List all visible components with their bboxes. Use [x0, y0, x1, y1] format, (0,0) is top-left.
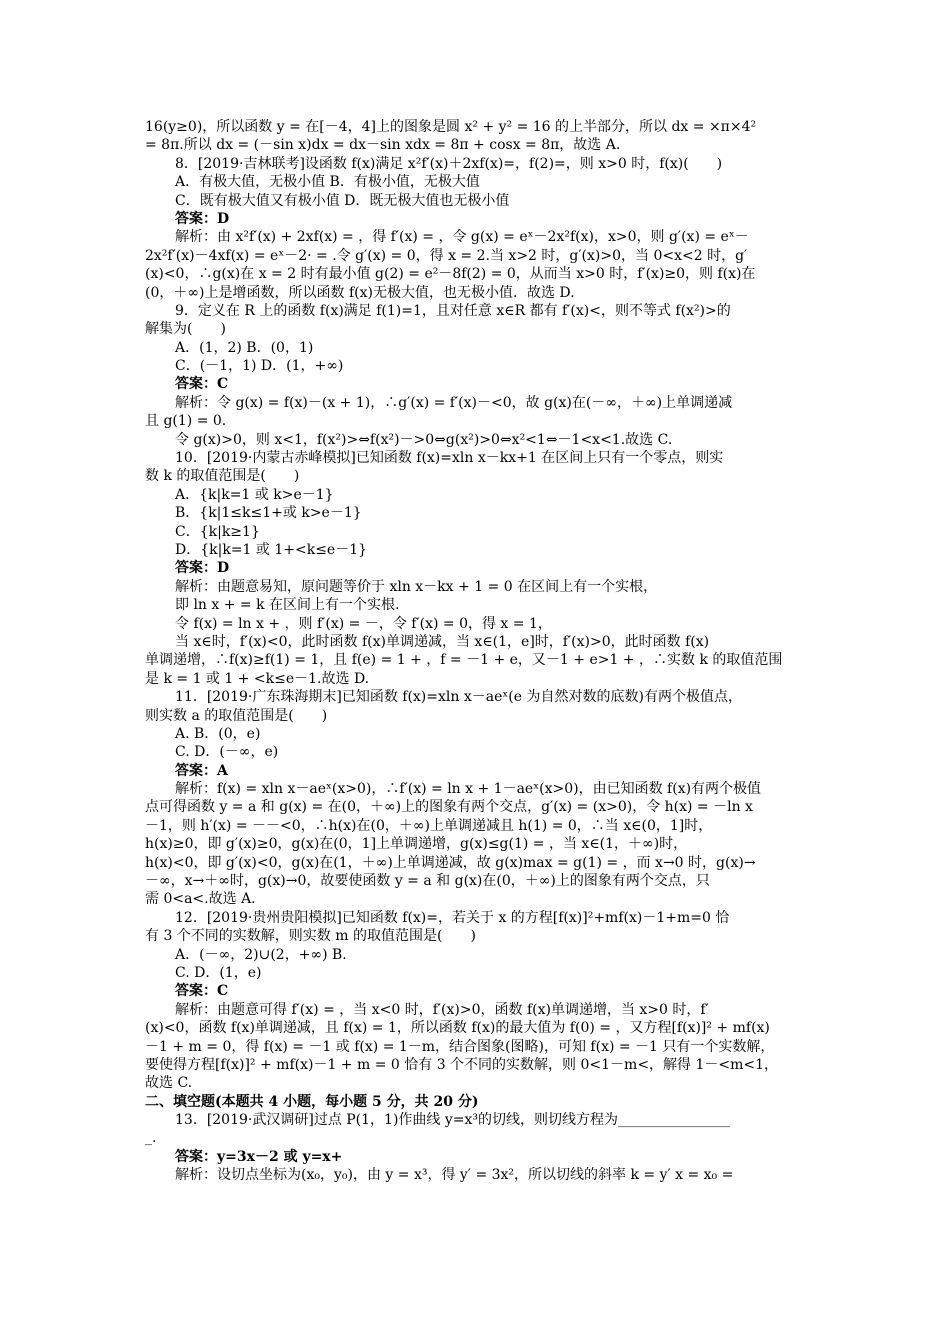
text-line: 答案：C [175, 983, 229, 1000]
text-line: －1，则 h′(x) = －－<0，∴h(x)在(0，＋∞)上单调递减且 h(1) = 0，∴当 x∈(0，1]时， [145, 817, 713, 834]
text-line: 是 k = 1 或 1 + <k≤e－1.故选 D. [145, 670, 370, 687]
text-line: 当 x∈时，f′(x)<0，此时函数 f(x)单调递减，当 x∈(1，e]时，f′(x)>0，此时函数 f(x) [175, 633, 710, 650]
text-line: 10．[2019·内蒙古赤峰模拟]已知函数 f(x)=xln x－kx+1 在区间上只有一个零点，则实 [175, 450, 724, 467]
text-line: 答案：D [175, 210, 230, 227]
text-line: 数 k 的取值范围是( ) [145, 468, 300, 485]
text-line: 解集为( ) [145, 321, 226, 338]
text-line: 11．[2019·广东珠海期末]已知函数 f(x)=xln x－aeˣ(e 为自然对数的底数)有两个极值点， [175, 689, 742, 706]
text-line: 点可得函数 y = a 和 g(x) = 在(0，＋∞)上的图象有两个交点，g′(x) = (x>0)，令 h(x) = －ln x [145, 799, 753, 816]
text-line: A．有极大值，无极小值 B．有极小值，无极大值 [175, 174, 480, 191]
text-line: _. [145, 1130, 157, 1147]
text-line: 答案：D [175, 560, 230, 577]
text-line: 即 ln x + = k 在区间上有一个实根. [175, 597, 400, 614]
text-line: 9．定义在 R 上的函数 f(x)满足 f(1)=1，且对任意 x∈R 都有 f′(x)<，则不等式 f(x²)>的 [175, 302, 731, 319]
text-line: 答案：A [175, 762, 228, 779]
text-line: A. B．(0，e) [175, 725, 261, 742]
text-line: 二、填空题(本题共 4 小题，每小题 5 分，共 20 分) [145, 1093, 479, 1110]
text-line: C．既有极大值又有极小值 D．既无极大值也无极小值 [175, 192, 510, 209]
text-line: C．(－1，1) D．(1，+∞) [175, 358, 344, 375]
text-line: D．{k|k=1 或 1+<k≤e－1} [175, 541, 368, 558]
text-line: C. D．(－∞，e) [175, 744, 279, 761]
text-line: 令 g(x)>0，则 x<1，f(x²)>⇔f(x²)－>0⇔g(x²)>0⇔x²<1⇔－1<x<1.故选 C. [175, 431, 673, 448]
text-line: (x)<0，函数 f(x)单调递减，且 f(x) = 1，所以函数 f(x)的最大值为 f(0) = ，又方程[f(x)]² + mf(x) [145, 1020, 770, 1037]
text-line: 13．[2019·武汉调研]过点 P(1，1)作曲线 y=x³的切线，则切线方程为________________ [175, 1112, 731, 1129]
text-line: C. D．(1，e) [175, 964, 262, 981]
text-line: A．(－∞，2)∪(2，+∞) B. [175, 946, 347, 963]
text-line: 答案：C [175, 376, 229, 393]
text-line: 需 0<a<.故选 A. [145, 891, 256, 908]
text-line: 解析：f(x) = xln x－aeˣ(x>0)，∴f′(x) = ln x + 1－aeˣ(x>0)，由已知函数 f(x)有两个极值 [175, 781, 762, 798]
text-line: 要使得方程[f(x)]² + mf(x)－1 + m = 0 恰有 3 个不同的实数解，则 0<1－m<，解得 1－<m<1， [145, 1056, 779, 1073]
text-line: －∞，x→＋∞时，g(x)→0，故要使函数 y = a 和 g(x)在(0，＋∞)上的图象有两个交点，只 [145, 873, 710, 890]
text-line: 解析：设切点坐标为(x₀，y₀)，由 y = x³，得 y′ = 3x²，所以切线的斜率 k = y′ x = x₀ = [175, 1167, 734, 1184]
text-line: 16(y≥0)，所以函数 y = 在[－4，4]上的图象是圆 x² + y² = 16 的上半部分，所以 dx = ×π×4² [145, 119, 757, 135]
text-line: 8．[2019·吉林联考]设函数 f(x)满足 x²f′(x)＋2xf(x)=，f(2)=，则 x>0 时，f(x)( ) [175, 155, 723, 172]
text-line: h(x)≥0，即 g′(x)≥0，g(x)在(0，1]上单调递增，g(x)≤g(1) = ，当 x∈(1，＋∞)时， [145, 836, 688, 853]
text-line: 2x²f′(x)－4xf(x) = eˣ－2· = .令 g′(x) = 0，得 x = 2.当 x>2 时，g′(x)>0，当 0<x<2 时，g′ [145, 247, 748, 264]
text-line: C．{k|k≥1} [175, 523, 260, 540]
text-line: (0，＋∞)上是增函数，所以函数 f(x)无极大值，也无极小值．故选 D. [145, 284, 575, 301]
text-line: 解析：令 g(x) = f(x)－(x + 1)，∴g′(x) = f′(x)－<0，故 g(x)在(－∞，＋∞)上单调递减 [175, 394, 733, 411]
text-line: 有 3 个不同的实数解，则实数 m 的取值范围是( ) [145, 928, 476, 945]
text-line: A．{k|k=1 或 k>e－1} [175, 486, 334, 503]
text-line: 故选 C. [145, 1075, 193, 1092]
text-line: 则实数 a 的取值范围是( ) [145, 707, 328, 724]
text-line: = 8π.所以 dx = (－sin x)dx = dx－sin xdx = 8π + cosx = 8π，故选 A. [145, 137, 621, 154]
text-line: 解析：由题意可得 f′(x) = ，当 x<0 时，f′(x)>0，函数 f(x)单调递增，当 x>0 时，f′ [175, 1001, 709, 1018]
text-line: 解析：由题意易知，原问题等价于 xln x－kx + 1 = 0 在区间上有一个实根， [175, 578, 658, 595]
text-line: (x)<0，∴g(x)在 x = 2 时有最小值 g(2) = e²－8f(2) = 0，从而当 x>0 时，f′(x)≥0，则 f(x)在 [145, 266, 756, 283]
text-line: A．(1，2) B．(0，1) [175, 339, 314, 356]
text-line: 令 f(x) = ln x + ，则 f′(x) = －，令 f′(x) = 0，得 x = 1， [175, 615, 552, 632]
text-line: －1 + m = 0，得 f(x) = －1 或 f(x) = 1－m，结合图象(图略)，可知 f(x) = －1 只有一个实数解， [145, 1038, 775, 1055]
text-line: 12．[2019·贵州贵阳模拟]已知函数 f(x)=，若关于 x 的方程[f(x)]²+mf(x)－1+m=0 恰 [175, 909, 730, 926]
text-line: B．{k|1≤k≤1+或 k>e－1} [175, 505, 362, 522]
text-line: 且 g(1) = 0. [145, 413, 227, 430]
text-line: 解析：由 x²f′(x) + 2xf(x) = ，得 f′(x) = ，令 g(x) = eˣ－2x²f(x)，x>0，则 g′(x) = eˣ－ [175, 229, 749, 246]
text-line: 单调递增，∴f(x)≥f(1) = 1，且 f(e) = 1 + ，f = －1 + e，又－1 + e>1 + ，∴实数 k 的取值范围 [145, 652, 783, 669]
document-page [145, 118, 810, 1185]
text-line: h(x)<0，即 g′(x)<0，g(x)在(1，＋∞)上单调递减，故 g(x)max = g(1) = ，而 x→0 时，g(x)→ [145, 854, 756, 871]
text-line: 答案：y=3x－2 或 y=x+ [175, 1148, 343, 1165]
